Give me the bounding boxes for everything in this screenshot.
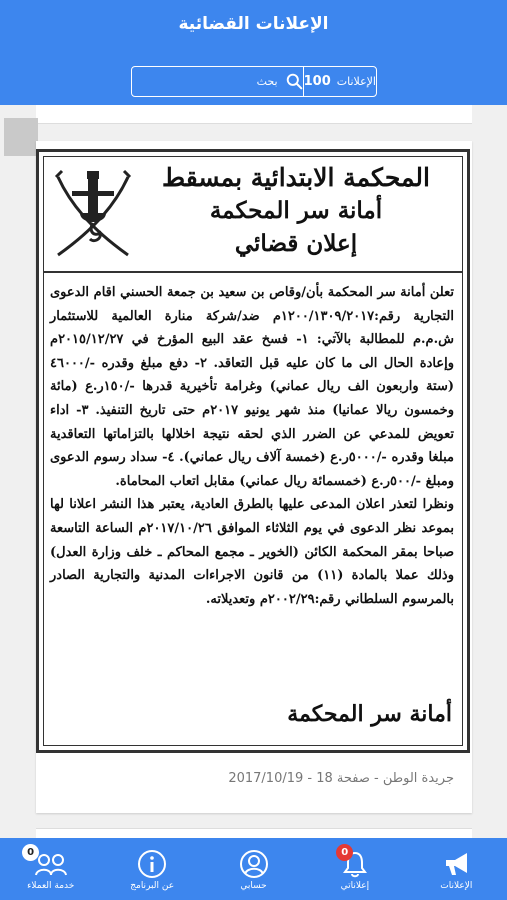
info-icon [135,849,169,879]
oman-emblem-icon [50,163,136,263]
side-tab[interactable] [4,118,38,156]
court-registry: أمانة سر المحكمة [209,197,383,224]
bottom-nav [0,838,507,900]
nav-item-my-account[interactable] [203,838,304,900]
megaphone-icon [439,849,473,879]
nav-item-customer-service[interactable] [0,838,101,900]
service-badge: 0 [22,844,39,861]
notification-badge: 0 [336,844,353,861]
nav-label: الإعلانات [440,881,473,891]
notice-type: إعلان قضائي [234,230,358,257]
notice-paragraph: ونظرا لتعذر اعلان المدعى عليها بالطرق العادية، يعتبر هذا النشر اعلانا لها بموعد نظر الدعوى في يوم الثلاثاء الموافق ٢٠١٧/١٠/٢٦م الساعة التاسعة صباحا بمقر المحكمة الكائن (الخوير ـ مجمع المحاكم ـ خلف وزارة العدل) وذلك عملا بالمادة (١١) من قانون الاجراءات المدنية والتجارية الصادر بالمرسوم السلطاني رقم:٢٠٠٢/٢٩م وتعديلاته. [50,497,454,607]
counter-label: الإعلانات [336,75,376,88]
notice-header [44,157,462,273]
nav-label: عن البرنامج [130,881,175,891]
announcement-card[interactable] [36,141,472,813]
court-name: المحكمة الابتدائية بمسقط [162,163,430,192]
search-icon[interactable] [286,73,303,90]
nav-item-my-announcements[interactable] [304,838,405,900]
nav-item-about[interactable] [101,838,202,900]
previous-card[interactable] [36,105,472,124]
nav-label: حسابي [240,881,267,891]
nav-label: خدمة العملاء [27,881,75,891]
newspaper-source: جريدة الوطن - صفحة 18 - 2017/10/19 [228,771,454,786]
notice-signature: أمانة سر المحكمة [287,701,452,727]
notice-frame [36,149,470,753]
user-icon [237,849,271,879]
search-input[interactable] [131,66,286,97]
page-title: الإعلانات القضائية [178,14,329,34]
announcement-counter [303,67,376,96]
notice-body [50,281,454,611]
search-box [131,66,377,97]
nav-item-announcements[interactable] [406,838,507,900]
app-header [0,0,507,105]
nav-label: إعلاناتي [340,881,370,891]
notice-image[interactable] [36,141,472,753]
counter-value: 100 [303,74,331,89]
notice-paragraph: تعلن أمانة سر المحكمة بأن/وقاص بن سعيد بن جمعة الحسني اقام الدعوى التجارية رقم:١٢٠٠/١٣٠٩/٢٠١٧م ضد/شركة منارة العالمية للاستثمار ش.م.م للمطالبة بالآتي: ١- فسخ عقد البيع المؤرخ في ٢٠١٥/١٢/٢٧م وإعادة الحال الى ما كان عليه قبل التعاقد. ٢- دفع مبلغ وقدره -/٤٦٠٠٠ (ستة واربعون الف ريال عماني) وغرامة تأخيرية قدرها -/١٥٠ر.ع (مائة وخمسون ريالا عمانيا) منذ شهر يونيو ٢٠١٧م حتى تاريخ التنفيذ. ٣- اداء تعويض للمدعي عن الضرر الذي لحقه نتيجة اخلالها بالتزاماتها التعاقدية مبلغا وقدره -/٥٠٠٠ر.ع (خمسة آلاف ريال عماني). ٤- سداد رسوم الدعوى ومبلغ -/٥٠٠ر.ع (خمسمائة ريال عماني) مقابل اتعاب المحاماة. [50,285,454,489]
